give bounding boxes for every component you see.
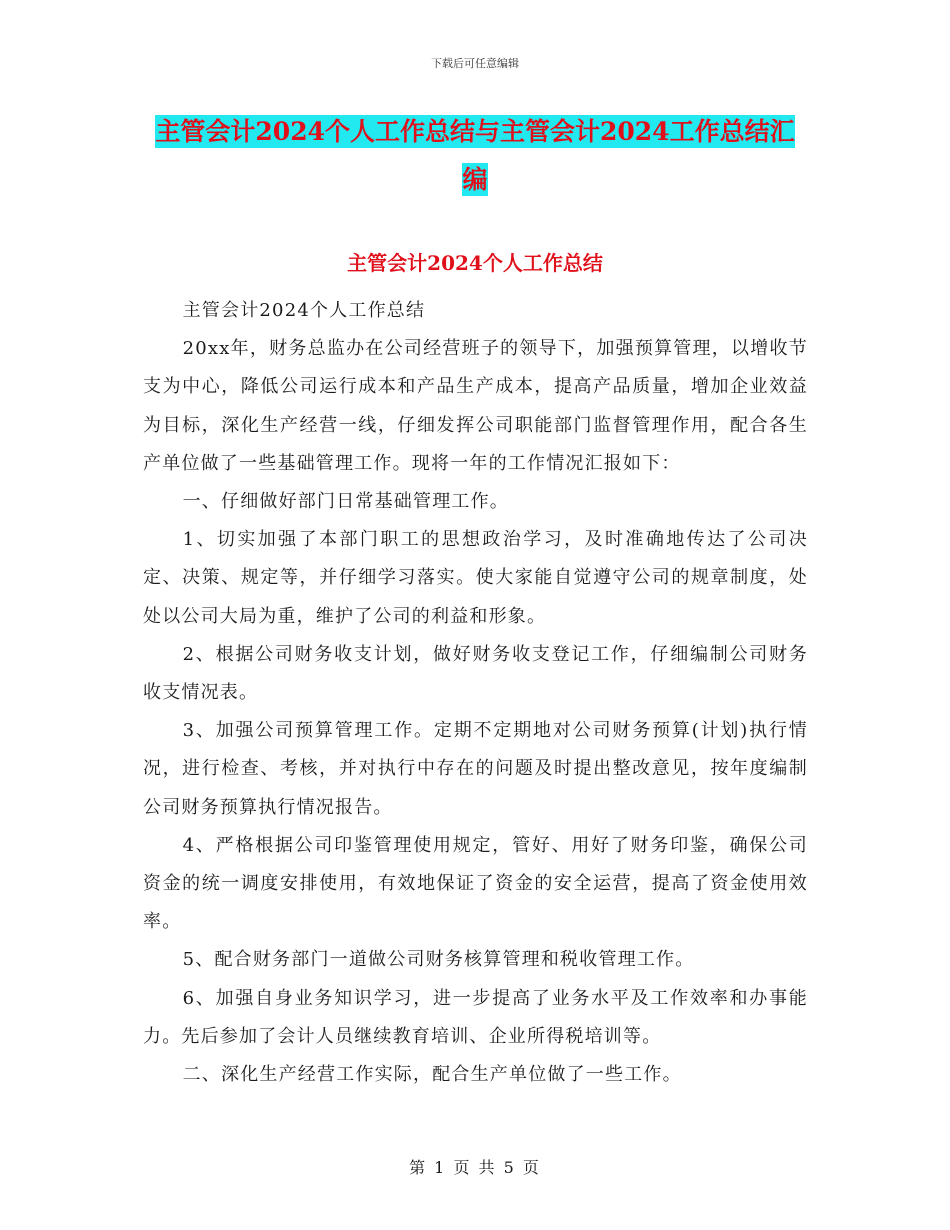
document-body (143, 292, 808, 1094)
paragraph: 4、严格根据公司印鉴管理使用规定，管好、用好了财务印鉴，确保公司资金的统一调度安排使用，有效地保证了资金的安全运营，提高了资金使用效率。 (143, 834, 808, 933)
document-main-title (145, 108, 805, 204)
paragraph: 5、配合财务部门一道做公司财务核算管理和税收管理工作。 (182, 949, 695, 971)
page-number: 第 1 页 共 5 页 (409, 1158, 541, 1177)
paragraph: 二、深化生产经营工作实际，配合生产单位做了一些工作。 (182, 1064, 682, 1086)
paragraph: 6、加强自身业务知识学习，进一步提高了业务水平及工作效率和办事能力。先后参加了会计人员继续教育培训、企业所得税培训等。 (143, 987, 808, 1047)
paragraph: 20xx年，财务总监办在公司经营班子的领导下，加强预算管理，以增收节支为中心，降低公司运行成本和产品生产成本，提高产品质量，增加企业效益为目标，深化生产经营一线，仔细发挥公司职能部门监督管理作用，配合各生产单位做了一些基础管理工作。现将一年的工作情况汇报如下： (143, 338, 808, 474)
paragraph: 一、仔细做好部门日常基础管理工作。 (182, 491, 509, 513)
main-title-highlight: 主管会计2024个人工作总结与主管会计2024工作总结汇编 (155, 117, 795, 194)
paragraph: 3、加强公司预算管理工作。定期不定期地对公司财务预算(计划)执行情况，进行检查、考核，并对执行中存在的问题及时提出整改意见，按年度编制公司财务预算执行情况报告。 (143, 720, 808, 818)
section-title: 主管会计2024个人工作总结 (347, 251, 603, 275)
paragraph: 主管会计2024个人工作总结 (182, 300, 426, 321)
header-note: 下载后可任意编辑 (431, 57, 519, 70)
paragraph: 2、根据公司财务收支计划，做好财务收支登记工作，仔细编制公司财务收支情况表。 (143, 643, 808, 704)
paragraph: 1、切实加强了本部门职工的思想政治学习，及时准确地传达了公司决定、决策、规定等，并仔细学习落实。使大家能自觉遵守公司的规章制度，处处以公司大局为重，维护了公司的利益和形象。 (143, 529, 808, 627)
